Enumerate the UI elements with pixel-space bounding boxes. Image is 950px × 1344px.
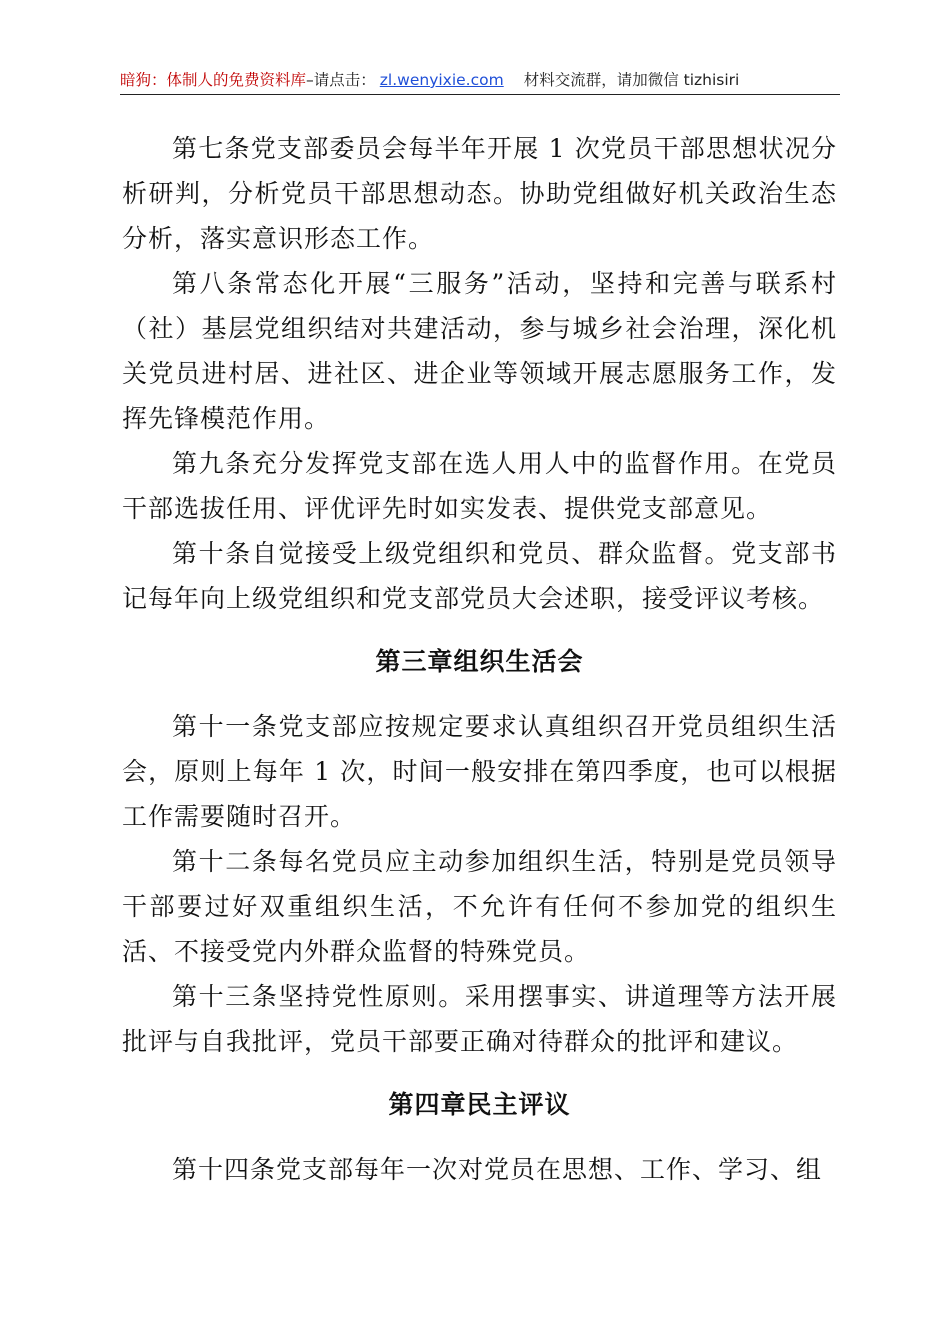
header-site-link[interactable]: zl.wenyixie.com xyxy=(379,71,504,89)
chapter-4-heading: 第四章民主评议 xyxy=(388,1090,571,1119)
article-7: 第七条党支部委员会每半年开展 1 次党员干部思想状况分析研判，分析党员干部思想动态。协助党组做好机关政治生态分析，落实意识形态工作。 xyxy=(122,134,837,253)
article-9: 第九条充分发挥党支部在选人用人中的监督作用。在党员干部选拔任用、评优评先时如实发表、提供党支部意见。 xyxy=(122,449,837,523)
chapter-3-heading: 第三章组织生活会 xyxy=(375,647,584,676)
article-8: 第八条常态化开展“三服务”活动，坚持和完善与联系村（社）基层党组织结对共建活动，参与城乡社会治理，深化机关党员进村居、进社区、进企业等领域开展志愿服务工作，发挥先锋模范作用。 xyxy=(122,269,837,433)
article-14: 第十四条党支部每年一次对党员在思想、工作、学习、组 xyxy=(172,1155,823,1184)
header-wechat-note: 材料交流群，请加微信 tizhisiri xyxy=(523,71,740,89)
document-body xyxy=(122,126,837,1192)
page-header xyxy=(120,66,840,95)
header-prompt: –请点击： xyxy=(306,71,376,89)
article-13: 第十三条坚持党性原则。采用摆事实、讲道理等方法开展批评与自我批评，党员干部要正确对待群众的批评和建议。 xyxy=(122,982,837,1056)
article-12: 第十二条每名党员应主动参加组织生活，特别是党员领导干部要过好双重组织生活，不允许有任何不参加党的组织生活、不接受党内外群众监督的特殊党员。 xyxy=(122,847,837,966)
article-10: 第十条自觉接受上级党组织和党员、群众监督。党支部书记每年向上级党组织和党支部党员大会述职，接受评议考核。 xyxy=(122,539,837,613)
article-11: 第十一条党支部应按规定要求认真组织召开党员组织生活会，原则上每年 1 次，时间一般安排在第四季度，也可以根据工作需要随时召开。 xyxy=(122,712,837,831)
header-brand: 暗狗：体制人的免费资料库 xyxy=(120,71,307,89)
